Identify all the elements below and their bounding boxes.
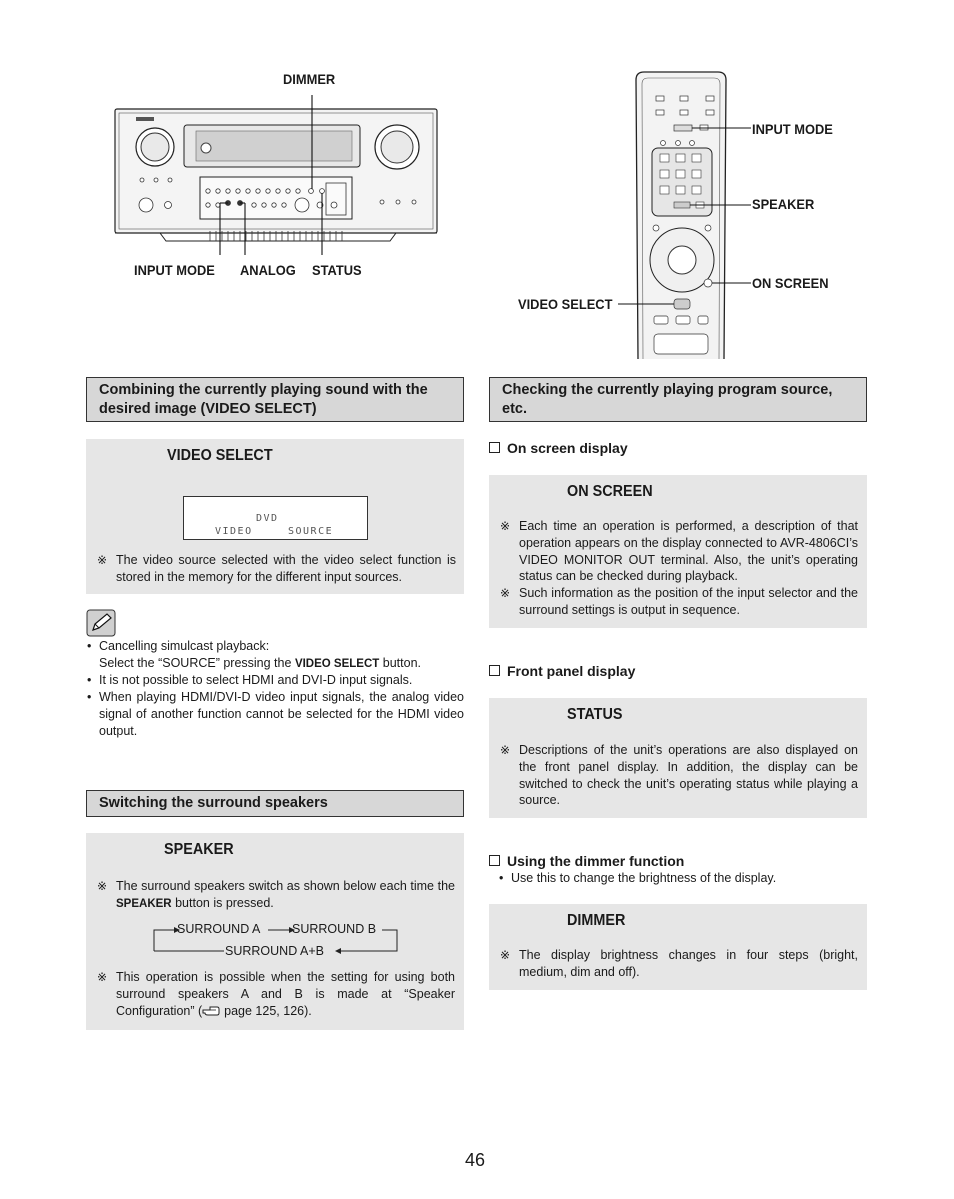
label-input-mode: INPUT MODE: [134, 262, 215, 278]
lcd-line-1: DVD: [256, 513, 279, 524]
speaker-note-1: ※ The surround speakers switch as shown below each time the SPEAKER button is pressed.: [97, 879, 455, 910]
label-remote-speaker: SPEAKER: [752, 196, 815, 212]
on-screen-panel: [489, 475, 867, 628]
status-note: ※ Descriptions of the unit’s operations are also displayed on the front panel display. In addition, the display can be switched to check the unit’s operating status while playing a source.: [500, 743, 858, 808]
label-remote-input-mode: INPUT MODE: [752, 121, 833, 137]
label-dimmer: DIMMER: [283, 71, 336, 87]
status-panel: [489, 698, 867, 818]
flow-surround-b: SURROUND B: [292, 922, 377, 936]
lcd-display-video-source: [183, 496, 368, 540]
checkbox-square-icon: [489, 442, 500, 453]
video-select-panel: [86, 439, 464, 594]
note-mark-icon: ※: [500, 948, 511, 962]
subheading-front-panel-display: Front panel display: [489, 663, 635, 679]
label-remote-on-screen: ON SCREEN: [752, 275, 829, 291]
speaker-panel: [86, 833, 464, 1030]
on-screen-note-1: ※ Each time an operation is performed, a description of that operation appears on the display connected to AVR-4806CI’s VIDEO MONITOR OUT terminal. Also, the unit’s operating status can be checked during playback.: [500, 519, 858, 584]
flow-surround-a: SURROUND A: [177, 922, 261, 936]
note-mark-icon: ※: [500, 743, 511, 757]
video-select-note: ※ The video source selected with the video select function is stored in the memory for the different input sources.: [97, 553, 456, 584]
note-mark-icon: ※: [500, 519, 511, 533]
lcd-line-2-source: SOURCE: [288, 526, 334, 537]
label-analog: ANALOG: [240, 262, 296, 278]
section-heading-checking-source: Checking the currently playing program source, etc.: [489, 377, 867, 422]
note-mark-icon: ※: [500, 586, 511, 600]
checkbox-square-icon: [489, 665, 500, 676]
page-number: 46: [465, 1150, 486, 1170]
note-mark-icon: ※: [97, 879, 108, 893]
note-mark-icon: ※: [97, 553, 108, 567]
dimmer-title: DIMMER: [567, 912, 626, 929]
section-heading-surround-speakers: Switching the surround speakers: [86, 790, 464, 817]
section-heading-video-select: Combining the currently playing sound with the desired image (VIDEO SELECT): [86, 377, 464, 422]
remote-control-illustration: [600, 70, 760, 362]
memo-item-2: • It is not possible to select HDMI and DVI-D input signals.: [87, 673, 413, 687]
lcd-line-2-video: VIDEO: [215, 526, 253, 537]
key-video-select: VIDEO SELECT: [294, 657, 380, 670]
subheading-on-screen-display: On screen display: [489, 440, 628, 456]
dimmer-panel: [489, 904, 867, 990]
key-speaker: SPEAKER: [116, 897, 172, 910]
flow-surround-ab: SURROUND A+B: [225, 944, 324, 958]
video-select-title: VIDEO SELECT: [167, 447, 273, 464]
label-status: STATUS: [312, 262, 362, 278]
checkbox-square-icon: [489, 855, 500, 866]
on-screen-note-2: ※ Such information as the position of the input selector and the surround settings is output in sequence.: [500, 586, 858, 617]
label-remote-video-select: VIDEO SELECT: [518, 296, 613, 312]
memo-item-3: • When playing HDMI/DVI-D video input signals, the analog video signal of another function cannot be selected for the HDMI video output.: [87, 690, 464, 738]
speaker-title: SPEAKER: [164, 841, 234, 858]
status-title: STATUS: [567, 706, 623, 723]
note-mark-icon: ※: [97, 970, 108, 984]
receiver-front-panel-illustration: [100, 95, 460, 255]
on-screen-title: ON SCREEN: [567, 483, 653, 500]
speaker-note-2: ※ This operation is possible when the setting for using both surround speakers A and B is made at “Speaker Configuration” ( page 125, 126).: [97, 970, 455, 1018]
subheading-dimmer-function: Using the dimmer function: [489, 853, 684, 869]
dimmer-bullet: • Use this to change the brightness of the display.: [499, 871, 777, 885]
dimmer-note: ※ The display brightness changes in four steps (bright, medium, dim and off).: [500, 948, 858, 979]
pointing-hand-icon: [202, 1005, 220, 1016]
memo-item-1: • Cancelling simulcast playback: Select the “SOURCE” pressing the VIDEO SELECT button.: [87, 639, 422, 670]
